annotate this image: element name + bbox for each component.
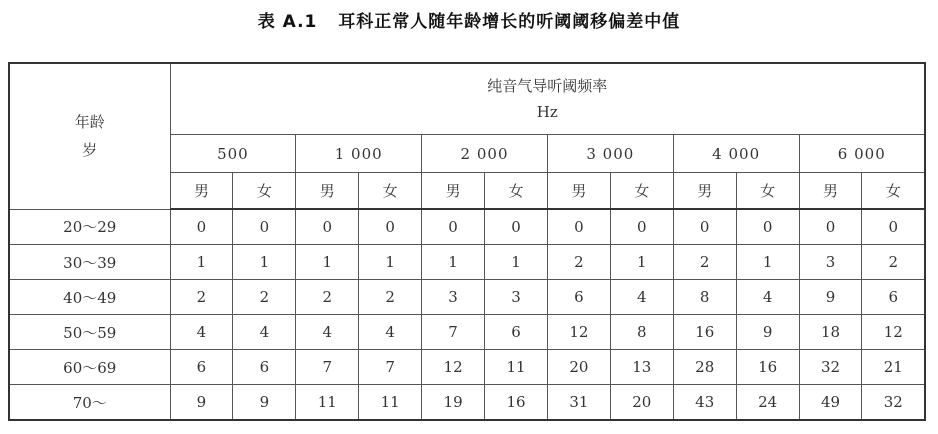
threshold-value-cell: 0 xyxy=(296,209,359,245)
table-body xyxy=(9,209,925,420)
frequency-cell: 3 000 xyxy=(547,135,673,173)
female-header-cell: 女 xyxy=(610,173,673,210)
threshold-value-cell: 18 xyxy=(799,315,862,350)
age-range-cell: 50～59 xyxy=(9,315,170,350)
threshold-value-cell: 3 xyxy=(799,245,862,280)
threshold-value-cell: 4 xyxy=(736,280,799,315)
frequency-cell: 6 000 xyxy=(799,135,925,173)
threshold-value-cell: 32 xyxy=(862,385,925,421)
threshold-value-cell: 11 xyxy=(359,385,422,421)
threshold-value-cell: 2 xyxy=(170,280,233,315)
male-header-cell: 男 xyxy=(547,173,610,210)
threshold-value-cell: 12 xyxy=(547,315,610,350)
female-header-cell: 女 xyxy=(485,173,548,210)
threshold-value-cell: 0 xyxy=(610,209,673,245)
threshold-value-cell: 0 xyxy=(233,209,296,245)
table-row xyxy=(9,209,925,245)
threshold-value-cell: 13 xyxy=(610,350,673,385)
threshold-value-cell: 1 xyxy=(422,245,485,280)
threshold-value-cell: 4 xyxy=(610,280,673,315)
threshold-value-cell: 0 xyxy=(799,209,862,245)
table-row xyxy=(9,385,925,421)
table-row xyxy=(9,280,925,315)
threshold-value-cell: 0 xyxy=(422,209,485,245)
threshold-value-cell: 16 xyxy=(736,350,799,385)
frequency-cell: 4 000 xyxy=(673,135,799,173)
threshold-value-cell: 6 xyxy=(485,315,548,350)
male-header-cell: 男 xyxy=(673,173,736,210)
age-range-cell: 30～39 xyxy=(9,245,170,280)
age-header xyxy=(9,63,170,209)
frequency-cell: 500 xyxy=(170,135,296,173)
threshold-value-cell: 6 xyxy=(170,350,233,385)
threshold-value-cell: 6 xyxy=(233,350,296,385)
threshold-value-cell: 12 xyxy=(862,315,925,350)
threshold-value-cell: 9 xyxy=(736,315,799,350)
table-row xyxy=(9,245,925,280)
age-range-cell: 60～69 xyxy=(9,350,170,385)
threshold-value-cell: 49 xyxy=(799,385,862,421)
threshold-value-cell: 0 xyxy=(170,209,233,245)
table-caption xyxy=(0,7,938,32)
threshold-value-cell: 9 xyxy=(170,385,233,421)
threshold-value-cell: 20 xyxy=(547,350,610,385)
frequency-header-unit: Hz xyxy=(536,103,558,121)
age-range-cell: 70～ xyxy=(9,385,170,421)
frequency-header-label: 纯音气导听阈频率 xyxy=(487,77,608,95)
threshold-value-cell: 1 xyxy=(610,245,673,280)
threshold-value-cell: 9 xyxy=(799,280,862,315)
hearing-threshold-table xyxy=(8,62,926,421)
threshold-value-cell: 7 xyxy=(359,350,422,385)
threshold-value-cell: 0 xyxy=(736,209,799,245)
threshold-value-cell: 4 xyxy=(296,315,359,350)
threshold-value-cell: 24 xyxy=(736,385,799,421)
threshold-value-cell: 0 xyxy=(485,209,548,245)
threshold-value-cell: 32 xyxy=(799,350,862,385)
table-number: 表 A.1 xyxy=(257,12,318,32)
threshold-value-cell: 1 xyxy=(359,245,422,280)
threshold-value-cell: 4 xyxy=(170,315,233,350)
threshold-value-cell: 2 xyxy=(862,245,925,280)
threshold-value-cell: 4 xyxy=(359,315,422,350)
table-row xyxy=(9,350,925,385)
female-header-cell: 女 xyxy=(862,173,925,210)
table-title: 耳科正常人随年龄增长的听阈阈移偏差中值 xyxy=(338,12,681,32)
threshold-value-cell: 16 xyxy=(485,385,548,421)
threshold-value-cell: 1 xyxy=(485,245,548,280)
threshold-value-cell: 1 xyxy=(296,245,359,280)
threshold-value-cell: 1 xyxy=(233,245,296,280)
male-header-cell: 男 xyxy=(170,173,233,210)
threshold-value-cell: 3 xyxy=(485,280,548,315)
male-header-cell: 男 xyxy=(296,173,359,210)
threshold-value-cell: 0 xyxy=(359,209,422,245)
threshold-value-cell: 7 xyxy=(296,350,359,385)
threshold-value-cell: 8 xyxy=(673,280,736,315)
threshold-value-cell: 12 xyxy=(422,350,485,385)
threshold-value-cell: 2 xyxy=(296,280,359,315)
threshold-value-cell: 21 xyxy=(862,350,925,385)
threshold-value-cell: 11 xyxy=(296,385,359,421)
table-row xyxy=(9,315,925,350)
threshold-value-cell: 2 xyxy=(233,280,296,315)
threshold-value-cell: 0 xyxy=(673,209,736,245)
threshold-value-cell: 16 xyxy=(673,315,736,350)
female-header-cell: 女 xyxy=(359,173,422,210)
frequency-cell: 1 000 xyxy=(296,135,422,173)
age-range-cell: 20～29 xyxy=(9,209,170,245)
threshold-value-cell: 9 xyxy=(233,385,296,421)
threshold-value-cell: 20 xyxy=(610,385,673,421)
female-header-cell: 女 xyxy=(736,173,799,210)
age-header-label: 年龄 xyxy=(74,113,105,132)
threshold-value-cell: 43 xyxy=(673,385,736,421)
threshold-value-cell: 2 xyxy=(673,245,736,280)
threshold-value-cell: 19 xyxy=(422,385,485,421)
threshold-value-cell: 4 xyxy=(233,315,296,350)
threshold-value-cell: 2 xyxy=(359,280,422,315)
threshold-value-cell: 1 xyxy=(736,245,799,280)
threshold-value-cell: 3 xyxy=(422,280,485,315)
male-header-cell: 男 xyxy=(799,173,862,210)
threshold-value-cell: 0 xyxy=(862,209,925,245)
threshold-value-cell: 6 xyxy=(547,280,610,315)
female-header-cell: 女 xyxy=(233,173,296,210)
threshold-value-cell: 28 xyxy=(673,350,736,385)
frequency-cell: 2 000 xyxy=(422,135,548,173)
threshold-value-cell: 6 xyxy=(862,280,925,315)
threshold-value-cell: 11 xyxy=(485,350,548,385)
threshold-value-cell: 1 xyxy=(170,245,233,280)
threshold-value-cell: 2 xyxy=(547,245,610,280)
age-range-cell: 40～49 xyxy=(9,280,170,315)
threshold-value-cell: 31 xyxy=(547,385,610,421)
age-header-unit: 岁 xyxy=(82,141,98,160)
male-header-cell: 男 xyxy=(422,173,485,210)
threshold-value-cell: 7 xyxy=(422,315,485,350)
frequency-header xyxy=(170,63,925,135)
threshold-value-cell: 0 xyxy=(547,209,610,245)
threshold-value-cell: 8 xyxy=(610,315,673,350)
